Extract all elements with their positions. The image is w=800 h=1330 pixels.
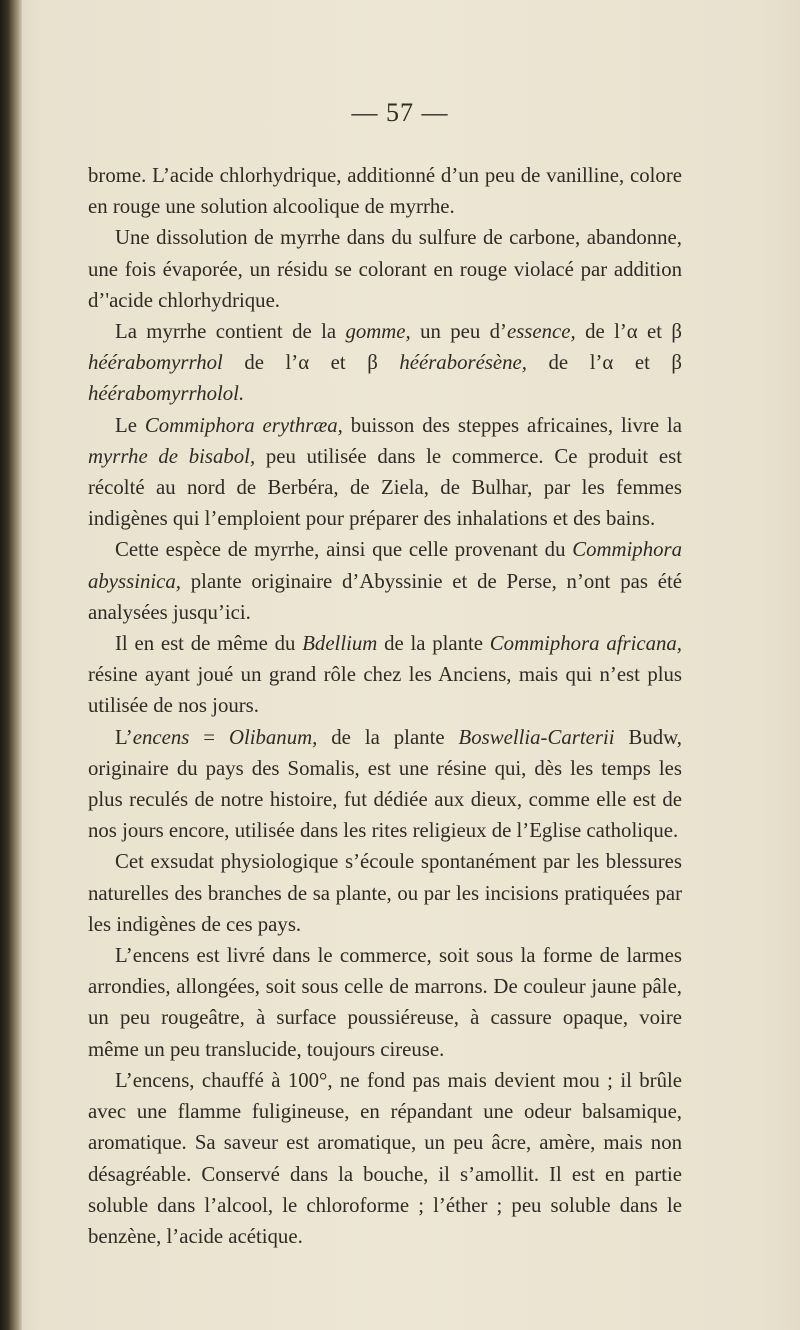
text-run: Il en est de même du bbox=[115, 632, 303, 656]
paragraph bbox=[88, 222, 682, 316]
text-run: Budw, originaire du pays des Somalis, est une résine qui, dès les temps les plus reculés de notre histoire, fut dédiée aux dieux, comme elle est de nos jours encore, utilisée dans les rites religieux de l’Eglise catholique. bbox=[88, 725, 682, 843]
italic-term: hééraborésène, bbox=[399, 351, 527, 375]
paragraph bbox=[88, 722, 682, 847]
italic-term: myrrhe de bisabol, bbox=[88, 444, 256, 468]
body-text bbox=[88, 160, 682, 1252]
book-binding-edge bbox=[0, 0, 22, 1330]
paragraph bbox=[88, 940, 682, 1065]
text-run: L’encens est livré dans le commerce, soit sous la forme de larmes arrondies, allongées, soit sous celle de marrons. De couleur jaune pâle, un peu rougeâtre, à surface poussiéreuse, à cassure opaque, voire même un peu translucide, toujours cireuse. bbox=[88, 944, 682, 1061]
text-run: Cet exsudat physiologique s’écoule spontanément par les blessures naturelles des branches de sa plante, ou par les incisions pratiquées par les indigènes de ces pays. bbox=[88, 850, 682, 936]
text-run: plante originaire d’Abyssinie et de Perse, n’ont pas été analysées jusqu’ici. bbox=[88, 569, 682, 624]
italic-term: gomme, bbox=[345, 320, 411, 344]
italic-term: Commiphora africana, bbox=[489, 632, 682, 656]
text-run: L’ bbox=[115, 725, 133, 749]
text-run: de l’α et β bbox=[575, 320, 682, 344]
paragraph bbox=[88, 1065, 682, 1252]
italic-term: Olibanum, bbox=[228, 725, 318, 749]
italic-term: héérabomyrrhol bbox=[88, 351, 223, 375]
text-run: Cette espèce de myrrhe, ainsi que celle provenant du bbox=[115, 538, 573, 562]
text-run: peu utilisée dans le commerce. Ce produit est récolté au nord de Berbéra, de Ziela, de Bulhar, par les femmes indigènes qui l’emploient pour préparer des inhalations et des bains. bbox=[88, 444, 682, 531]
italic-term: héérabomyrrholol. bbox=[88, 382, 245, 406]
text-run: Le bbox=[115, 413, 145, 437]
text-run: Une dissolution de myrrhe dans du sulfure de carbone, abandonne, une fois évaporée, un résidu se colorant en rouge violacé par addition d’'acide chlorhydrique. bbox=[88, 226, 682, 312]
text-run: brome. L’acide chlorhydrique, additionné d’un peu de vanilline, colore en rouge une solution alcoolique de myrrhe. bbox=[88, 164, 682, 219]
text-run: de l’α et β bbox=[222, 351, 400, 375]
italic-term: Commiphora erythræa, bbox=[144, 413, 343, 437]
italic-term: essence, bbox=[506, 320, 576, 344]
page-number: — 57 — bbox=[351, 98, 449, 127]
italic-term: Commiphora abyssinica, bbox=[88, 538, 682, 593]
paragraph bbox=[88, 160, 682, 222]
italic-term: Boswellia-Carterii bbox=[458, 725, 615, 749]
text-run: de la plante bbox=[377, 632, 490, 656]
text-run: = bbox=[189, 725, 229, 749]
text-run: résine ayant joué un grand rôle chez les Anciens, mais qui n’est plus utilisée de nos jours. bbox=[88, 663, 682, 718]
text-run: de l’α et β bbox=[526, 351, 682, 375]
paragraph bbox=[88, 534, 682, 628]
paragraph bbox=[88, 316, 682, 410]
text-run: buisson des steppes africaines, livre la bbox=[342, 413, 682, 437]
text-run: La myrrhe contient de la bbox=[115, 320, 346, 344]
text-run: un peu d’ bbox=[410, 320, 507, 344]
paragraph bbox=[88, 410, 682, 535]
italic-term: Bdellium bbox=[302, 632, 378, 656]
text-run: L’encens, chauffé à 100°, ne fond pas mais devient mou ; il brûle avec une flamme fuligineuse, en répandant une odeur balsamique, aromatique. Sa saveur est aromatique, un peu âcre, amère, mais non désagréable. Conservé dans la bouche, il s’amollit. Il est en partie soluble dans l’alcool, le chloroforme ; l’éther ; peu soluble dans le benzène, l’acide acétique. bbox=[88, 1068, 682, 1248]
paragraph bbox=[88, 846, 682, 940]
text-run: de la plante bbox=[317, 725, 459, 749]
paragraph bbox=[88, 628, 682, 722]
italic-term: encens bbox=[132, 725, 190, 749]
